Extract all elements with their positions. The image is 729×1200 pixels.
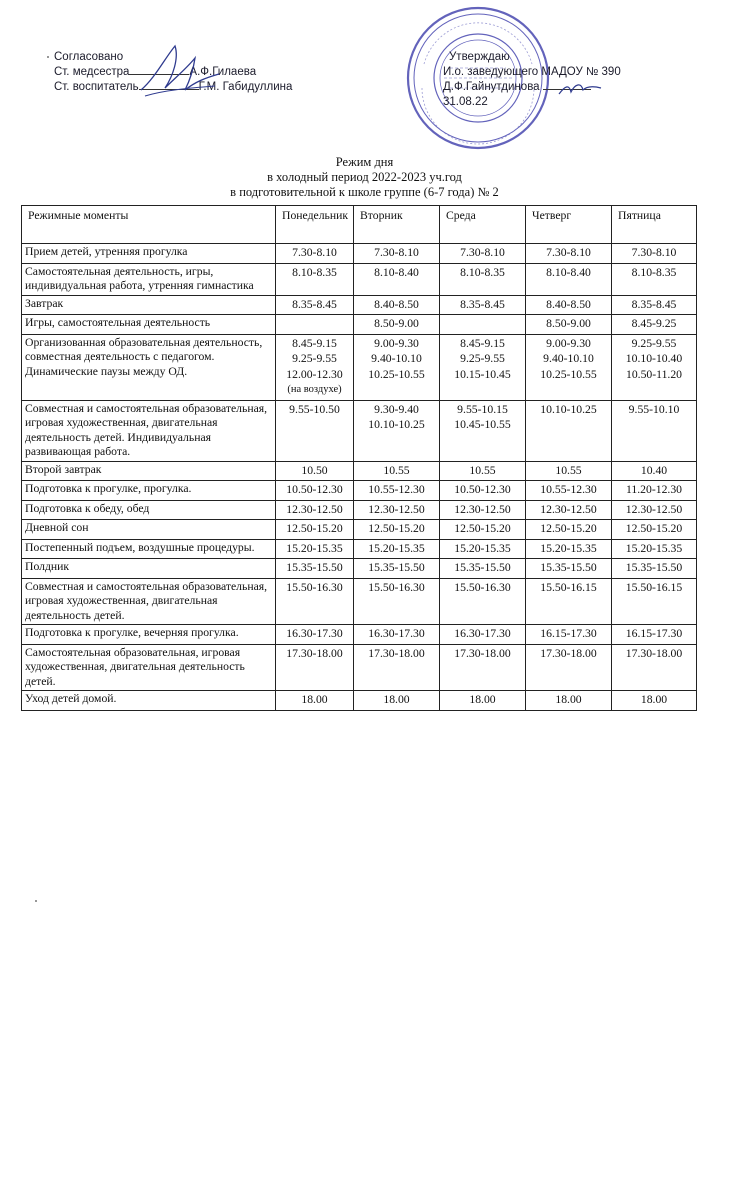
- table-row: [22, 295, 697, 315]
- time-slot: 15.20-15.35: [286, 541, 343, 555]
- scan-speck: [47, 56, 49, 58]
- activity-cell: Постепенный подъем, воздушные процедуры.: [22, 539, 276, 559]
- time-slot: 9.00-9.30: [546, 336, 591, 350]
- time-cell: [526, 691, 612, 711]
- time-slot: 10.55: [469, 463, 496, 477]
- time-cell: [354, 625, 440, 645]
- time-slot: 12.50-15.20: [454, 522, 511, 535]
- time-cell: [612, 334, 697, 400]
- time-slot: 17.30-18.00: [368, 646, 425, 660]
- time-slot: 15.20-15.35: [454, 541, 511, 555]
- time-slot: 17.30-18.00: [286, 646, 343, 660]
- time-slot: 8.35-8.45: [631, 297, 677, 311]
- table-row: [22, 315, 697, 335]
- time-cell: [526, 244, 612, 264]
- time-cell: [612, 520, 697, 540]
- time-slot: 15.35-15.50: [625, 561, 683, 574]
- time-slot: 17.30-18.00: [540, 646, 597, 660]
- time-cell: [612, 539, 697, 559]
- time-slot: 12.30-12.50: [454, 502, 511, 516]
- time-cell: [526, 481, 612, 501]
- table-body: [22, 244, 697, 711]
- time-cell: [526, 625, 612, 645]
- time-slot: 15.50-16.30: [454, 580, 511, 594]
- time-cell: [354, 244, 440, 264]
- time-slot: 16.15-17.30: [540, 627, 597, 640]
- activity-cell: Прием детей, утренняя прогулка: [22, 244, 276, 264]
- time-cell: [526, 520, 612, 540]
- time-cell: [526, 500, 612, 520]
- time-slot: 10.55-12.30: [368, 483, 425, 496]
- time-cell: [612, 578, 697, 625]
- nurse-role: Ст. медсестра: [54, 66, 130, 78]
- activity-cell: Полдник: [22, 559, 276, 579]
- time-slot: 7.30-8.10: [374, 246, 419, 259]
- time-slot: 15.50-16.30: [286, 580, 343, 594]
- time-cell: [440, 578, 526, 625]
- time-cell: [354, 578, 440, 625]
- time-slot: 9.00-9.30: [374, 336, 419, 350]
- nurse-name: А.Ф.Гилаева: [189, 66, 257, 78]
- time-slot: 8.50-9.00: [546, 317, 591, 330]
- header-activity: Режимные моменты: [22, 206, 276, 244]
- time-cell: [440, 334, 526, 400]
- time-cell: [276, 500, 354, 520]
- time-slot: 11.20-12.30: [625, 483, 683, 496]
- table-row: [22, 461, 697, 481]
- time-slot: 9.55-10.50: [289, 402, 340, 416]
- time-slot: 15.35-15.50: [540, 561, 597, 574]
- table-row: [22, 691, 697, 711]
- time-slot: 10.50-11.20: [625, 367, 683, 381]
- time-cell: [276, 334, 354, 400]
- table-row: [22, 578, 697, 625]
- time-cell: [354, 500, 440, 520]
- time-cell: [440, 400, 526, 461]
- time-slot: 18.00: [383, 693, 410, 706]
- time-cell: [612, 559, 697, 579]
- time-cell: [354, 481, 440, 501]
- time-cell: [276, 520, 354, 540]
- time-cell: [276, 481, 354, 501]
- header-monday: Понедельник: [276, 206, 354, 244]
- approve-position: И.о. заведующего МАДОУ № 390: [443, 66, 621, 78]
- time-cell: [526, 539, 612, 559]
- time-cell: [526, 400, 612, 461]
- time-slot: 10.55-12.30: [540, 483, 597, 496]
- time-slot: 17.30-18.00: [454, 646, 511, 660]
- time-slot: 8.10-8.40: [374, 265, 419, 279]
- time-slot: 10.25-10.55: [540, 367, 597, 381]
- time-slot: 10.40: [640, 463, 668, 477]
- time-slot: 15.20-15.35: [540, 541, 597, 555]
- time-slot: 7.30-8.10: [546, 246, 591, 259]
- time-slot: 9.25-9.55: [631, 336, 677, 350]
- time-cell: [440, 481, 526, 501]
- time-slot: 15.35-15.50: [454, 561, 511, 574]
- time-cell: [354, 644, 440, 691]
- time-slot: 9.55-10.10: [628, 402, 680, 416]
- time-slot: 15.50-16.15: [540, 580, 597, 594]
- time-cell: [276, 295, 354, 315]
- time-slot: (на воздухе): [287, 384, 342, 395]
- time-cell: [612, 644, 697, 691]
- time-cell: [354, 520, 440, 540]
- time-slot: 9.30-9.40: [374, 402, 419, 416]
- table-row: [22, 644, 697, 691]
- time-cell: [276, 263, 354, 295]
- time-cell: [440, 520, 526, 540]
- title-line-1: Режим дня: [335, 155, 394, 169]
- time-cell: [526, 578, 612, 625]
- approve-heading: Утверждаю: [449, 51, 510, 63]
- time-slot: 12.30-12.50: [625, 502, 683, 516]
- time-cell: [440, 539, 526, 559]
- time-cell: [276, 539, 354, 559]
- time-cell: [612, 295, 697, 315]
- time-cell: [612, 400, 697, 461]
- time-cell: [276, 578, 354, 625]
- activity-cell: Второй завтрак: [22, 461, 276, 481]
- activity-cell: Совместная и самостоятельная образовательная, игровая художественная, двигательная деятельность детей. Индивидуальная развивающая работа.: [22, 400, 276, 461]
- time-slot: 16.15-17.30: [625, 627, 683, 640]
- time-cell: [612, 315, 697, 335]
- time-cell: [276, 644, 354, 691]
- scan-speck: [35, 900, 37, 902]
- header-thursday: Четверг: [526, 206, 612, 244]
- daily-schedule-table: [21, 205, 697, 711]
- time-cell: [354, 559, 440, 579]
- time-slot: 10.55: [383, 463, 410, 477]
- time-slot: 15.20-15.35: [625, 541, 683, 555]
- time-cell: [612, 263, 697, 295]
- time-cell: [440, 315, 526, 335]
- time-slot: 9.25-9.55: [460, 352, 505, 365]
- time-slot: 8.10-8.40: [546, 265, 591, 279]
- time-slot: 8.10-8.35: [460, 265, 505, 279]
- table-row: [22, 334, 697, 400]
- time-slot: 8.40-8.50: [546, 297, 591, 311]
- time-cell: [612, 691, 697, 711]
- time-slot: 16.30-17.30: [368, 627, 425, 640]
- table-row: [22, 559, 697, 579]
- time-slot: 8.45-9.25: [631, 317, 677, 330]
- table-header-row: [22, 206, 697, 244]
- header-wednesday: Среда: [440, 206, 526, 244]
- time-slot: 12.30-12.50: [368, 502, 425, 516]
- activity-cell: Самостоятельная образовательная, игровая художественная, двигательная деятельность детей.: [22, 644, 276, 691]
- time-cell: [612, 500, 697, 520]
- time-slot: 8.10-8.35: [292, 265, 337, 279]
- table-row: [22, 400, 697, 461]
- table-row: [22, 520, 697, 540]
- activity-cell: Самостоятельная деятельность, игры, индивидуальная работа, утренняя гимнастика: [22, 263, 276, 295]
- time-slot: 18.00: [469, 693, 496, 706]
- time-cell: [440, 500, 526, 520]
- time-slot: 12.50-15.20: [368, 522, 425, 535]
- time-slot: 15.35-15.50: [286, 561, 343, 574]
- time-cell: [526, 315, 612, 335]
- time-slot: 10.10-10.40: [625, 352, 683, 365]
- time-slot: 8.40-8.50: [374, 297, 419, 311]
- time-cell: [354, 315, 440, 335]
- time-slot: 8.35-8.45: [460, 297, 505, 311]
- time-slot: 12.50-15.20: [286, 522, 343, 535]
- time-cell: [276, 400, 354, 461]
- time-slot: 15.50-16.30: [368, 580, 425, 594]
- time-cell: [612, 461, 697, 481]
- time-slot: 8.45-9.15: [292, 336, 337, 350]
- activity-cell: Совместная и самостоятельная образовательная, игровая художественная, двигательная деятельность детей.: [22, 578, 276, 625]
- time-slot: 10.10-10.25: [540, 402, 597, 416]
- time-cell: [440, 461, 526, 481]
- time-slot: 9.40-10.10: [371, 352, 422, 365]
- activity-cell: Дневной сон: [22, 520, 276, 540]
- time-slot: 10.25-10.55: [368, 367, 425, 381]
- time-cell: [526, 295, 612, 315]
- time-cell: [354, 691, 440, 711]
- head-signature: [555, 78, 605, 100]
- time-cell: [526, 334, 612, 400]
- activity-cell: Подготовка к прогулке, вечерняя прогулка.: [22, 625, 276, 645]
- time-slot: 10.50: [301, 463, 328, 477]
- time-slot: 12.50-15.20: [540, 522, 597, 535]
- time-slot: 10.10-10.25: [368, 418, 425, 431]
- time-slot: 18.00: [640, 693, 668, 706]
- table-row: [22, 625, 697, 645]
- approve-name: Д.Ф.Гайнутдинова: [443, 81, 540, 93]
- time-slot: 12.50-15.20: [625, 522, 683, 535]
- table-row: [22, 539, 697, 559]
- time-cell: [276, 244, 354, 264]
- table-row: [22, 263, 697, 295]
- time-cell: [612, 481, 697, 501]
- title-line-2: в холодный период 2022-2023 уч.год: [267, 170, 462, 184]
- time-slot: 10.55: [555, 463, 582, 477]
- time-slot: 15.20-15.35: [368, 541, 425, 555]
- activity-cell: Игры, самостоятельная деятельность: [22, 315, 276, 335]
- time-slot: 10.15-10.45: [454, 367, 511, 381]
- time-slot: 8.35-8.45: [292, 297, 337, 311]
- time-cell: [440, 263, 526, 295]
- time-cell: [276, 315, 354, 335]
- title-line-3: в подготовительной к школе группе (6-7 года) № 2: [230, 185, 499, 199]
- time-slot: 9.25-9.55: [292, 352, 337, 365]
- approval-heading: Согласовано: [54, 51, 124, 63]
- time-cell: [440, 625, 526, 645]
- time-cell: [612, 625, 697, 645]
- table-row: [22, 481, 697, 501]
- time-slot: 18.00: [301, 693, 328, 706]
- time-cell: [612, 244, 697, 264]
- time-slot: 8.10-8.35: [631, 265, 677, 279]
- activity-cell: Завтрак: [22, 295, 276, 315]
- time-slot: 8.45-9.15: [460, 336, 505, 350]
- nurse-signature: [135, 38, 225, 100]
- time-slot: 7.30-8.10: [292, 246, 337, 259]
- activity-cell: Организованная образовательная деятельность, совместная деятельность с педагогом. Динамические паузы между ОД.: [22, 334, 276, 400]
- time-cell: [354, 295, 440, 315]
- table-row: [22, 500, 697, 520]
- time-cell: [276, 461, 354, 481]
- approve-date: 31.08.22: [443, 96, 488, 108]
- time-slot: 7.30-8.10: [460, 246, 505, 259]
- time-slot: 10.50-12.30: [286, 483, 343, 496]
- time-slot: 16.30-17.30: [286, 627, 343, 640]
- time-cell: [276, 691, 354, 711]
- time-cell: [440, 244, 526, 264]
- educator-role: Ст. воспитатель: [54, 81, 139, 93]
- time-cell: [440, 559, 526, 579]
- time-slot: 9.40-10.10: [543, 352, 594, 365]
- header-tuesday: Вторник: [354, 206, 440, 244]
- time-slot: 8.50-9.00: [374, 317, 419, 330]
- time-slot: 10.45-10.55: [454, 418, 511, 431]
- time-cell: [440, 295, 526, 315]
- time-cell: [440, 691, 526, 711]
- time-slot: 15.50-16.15: [625, 580, 683, 594]
- document-title: [0, 155, 729, 200]
- activity-cell: Подготовка к обеду, обед: [22, 500, 276, 520]
- time-slot: 12.00-12.30: [286, 367, 343, 381]
- educator-name: Г.М. Габидуллина: [198, 81, 293, 93]
- time-slot: 7.30-8.10: [631, 246, 677, 259]
- time-cell: [526, 263, 612, 295]
- time-slot: 9.55-10.15: [457, 402, 508, 416]
- time-cell: [354, 400, 440, 461]
- time-cell: [354, 461, 440, 481]
- time-cell: [276, 625, 354, 645]
- header-friday: Пятница: [612, 206, 697, 244]
- time-cell: [440, 644, 526, 691]
- time-cell: [354, 539, 440, 559]
- time-slot: 12.30-12.50: [286, 502, 343, 516]
- time-cell: [526, 559, 612, 579]
- time-slot: 16.30-17.30: [454, 627, 511, 640]
- time-slot: 10.50-12.30: [454, 483, 511, 496]
- time-cell: [526, 461, 612, 481]
- activity-cell: Подготовка к прогулке, прогулка.: [22, 481, 276, 501]
- table-row: [22, 244, 697, 264]
- activity-cell: Уход детей домой.: [22, 691, 276, 711]
- time-cell: [354, 263, 440, 295]
- time-slot: 12.30-12.50: [540, 502, 597, 516]
- time-slot: 17.30-18.00: [625, 646, 683, 660]
- time-cell: [354, 334, 440, 400]
- time-slot: 18.00: [555, 693, 582, 706]
- time-cell: [526, 644, 612, 691]
- time-cell: [276, 559, 354, 579]
- time-slot: 15.35-15.50: [368, 561, 425, 574]
